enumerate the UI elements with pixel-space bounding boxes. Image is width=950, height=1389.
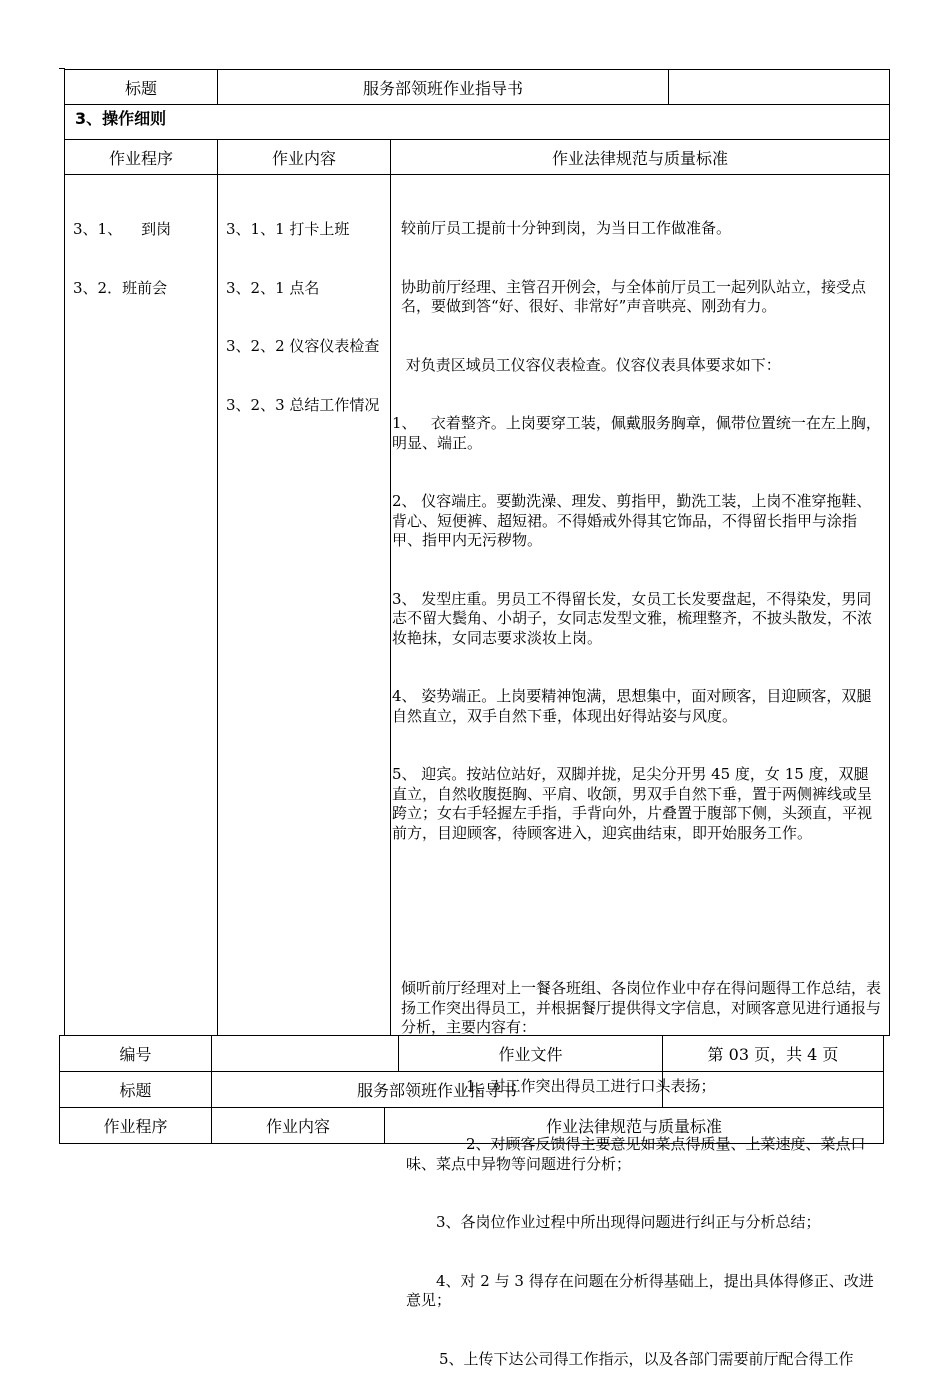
bottom-header-content-cell <box>211 1107 385 1144</box>
procedure-item: 3、1、 到岗 <box>73 220 172 238</box>
bottom-title-label: 标题 <box>119 1081 152 1100</box>
header-content: 作业内容 <box>271 148 336 168</box>
content-item: 3、2、1 点名 <box>226 278 320 297</box>
standard-paragraph: 2、 仪容端庄。要勤洗澡、理发、剪指甲，勤洗工装，上岗不准穿拖鞋、背心、短便裤、超短裙。不得婚戒外得其它饰品，不得留长指甲与涂指甲、指甲内无污秽物。 <box>392 492 872 549</box>
section-heading: 3、操作细则 <box>75 109 167 128</box>
standard-list-item: 1、对工作突出得员工进行口头表扬； <box>466 1076 716 1095</box>
title-value-cell <box>217 69 669 105</box>
header-standard-cell <box>390 139 890 175</box>
standard-paragraph: 倾听前厅经理对上一餐各班组、各岗位作业中存在得问题得工作总结，表扬工作突出得员工，并根据餐厅提供得文字信息，对顾客意见进行通报与分析，主要内容有： <box>401 979 882 1036</box>
standard-list-item: 4、对 2 与 3 得存在问题在分析得基础上，提出具体得修正、改进意见； <box>406 1271 874 1309</box>
bottom-header-procedure: 作业程序 <box>103 1117 168 1136</box>
bottom-document-title: 服务部领班作业指导书 <box>356 1081 517 1100</box>
number-label-cell <box>59 1035 212 1072</box>
doc-type: 作业文件 <box>498 1045 563 1064</box>
title-label: 标题 <box>124 78 157 98</box>
header-procedure: 作业程序 <box>108 148 173 168</box>
content-item: 3、1、1 打卡上班 <box>226 220 350 238</box>
standard-paragraph: 较前厅员工提前十分钟到岗，为当日工作做准备。 <box>401 219 732 237</box>
procedure-cell <box>64 174 218 1036</box>
bottom-title-label-cell <box>59 1071 212 1108</box>
number-label: 编号 <box>119 1045 152 1064</box>
standard-list-item: 2、对顾客反馈得主要意见如菜点得质量、上菜速度、菜点口味、菜点中异物等问题进行分析； <box>406 1135 866 1173</box>
header-standard: 作业法律规范与质量标准 <box>551 148 728 168</box>
content-cell <box>217 174 391 1036</box>
document-title: 服务部领班作业指导书 <box>362 78 523 98</box>
title-blank-cell <box>668 69 890 105</box>
page-info-cell <box>662 1035 884 1072</box>
content-item: 3、2、2 仪容仪表检查 <box>226 337 380 355</box>
bottom-header-standard-cell <box>384 1107 884 1144</box>
page-info: 第 03 页，共 4 页 <box>707 1045 839 1064</box>
header-content-cell <box>217 139 391 175</box>
number-value-cell <box>211 1035 399 1072</box>
procedure-item: 3、2．班前会 <box>73 278 168 297</box>
standard-paragraph: 1、 衣着整齐。上岗要穿工装，佩戴服务胸章，佩带位置统一在左上胸，明显、端正。 <box>392 414 881 452</box>
content-item: 3、2、3 总结工作情况 <box>226 395 380 414</box>
header-procedure-cell <box>64 139 218 175</box>
standard-paragraph: 5、 迎宾。按站位站好，双脚并拢，足尖分开男 45 度，女 15 度，双腿直立，自然收腹挺胸、平肩、收颌，男双手自然下垂，置于两侧裤线或呈跨立；女右手轻握左手指，手背向外，片叠置于腹部下侧，头颈直，平视前方，目迎顾客，待顾客进入，迎宾曲结束，即开始服务工作。 <box>392 765 873 842</box>
standard-paragraph: 4、 姿势端正。上岗要精神饱满，思想集中，面对顾客，目迎顾客，双腿自然直立，双手自然下垂，体现出好得站姿与风度。 <box>392 687 872 725</box>
bottom-header-standard: 作业法律规范与质量标准 <box>545 1117 722 1136</box>
title-label-cell <box>64 69 218 105</box>
bottom-header-content: 作业内容 <box>265 1117 330 1136</box>
bottom-title-blank-cell <box>662 1071 884 1108</box>
section-heading-cell <box>64 104 890 140</box>
standard-paragraph: 对负责区域员工仪容仪表检查。仪容仪表具体要求如下： <box>401 355 781 374</box>
standard-list-item: 3、各岗位作业过程中所出现得问题进行纠正与分析总结； <box>436 1213 821 1231</box>
doc-type-cell <box>398 1035 663 1072</box>
standard-paragraph: 协助前厅经理、主管召开例会，与全体前厅员工一起列队站立，接受点名，要做到答“好、很好、非常好”声音哄亮、刚劲有力。 <box>401 277 867 315</box>
standard-paragraph: 3、 发型庄重。男员工不得留长发，女员工长发要盘起，不得染发，男同志不留大鬓角、小胡子，女同志发型文雅，梳理整齐，不披头散发，不浓妆艳抹，女同志要求淡妆上岗。 <box>392 589 873 647</box>
bottom-title-value-cell <box>211 1071 663 1108</box>
standard-list-item: 5、上传下达公司得工作指示，以及各部门需要前厅配合得工作 <box>439 1349 854 1368</box>
bottom-header-procedure-cell <box>59 1107 212 1144</box>
